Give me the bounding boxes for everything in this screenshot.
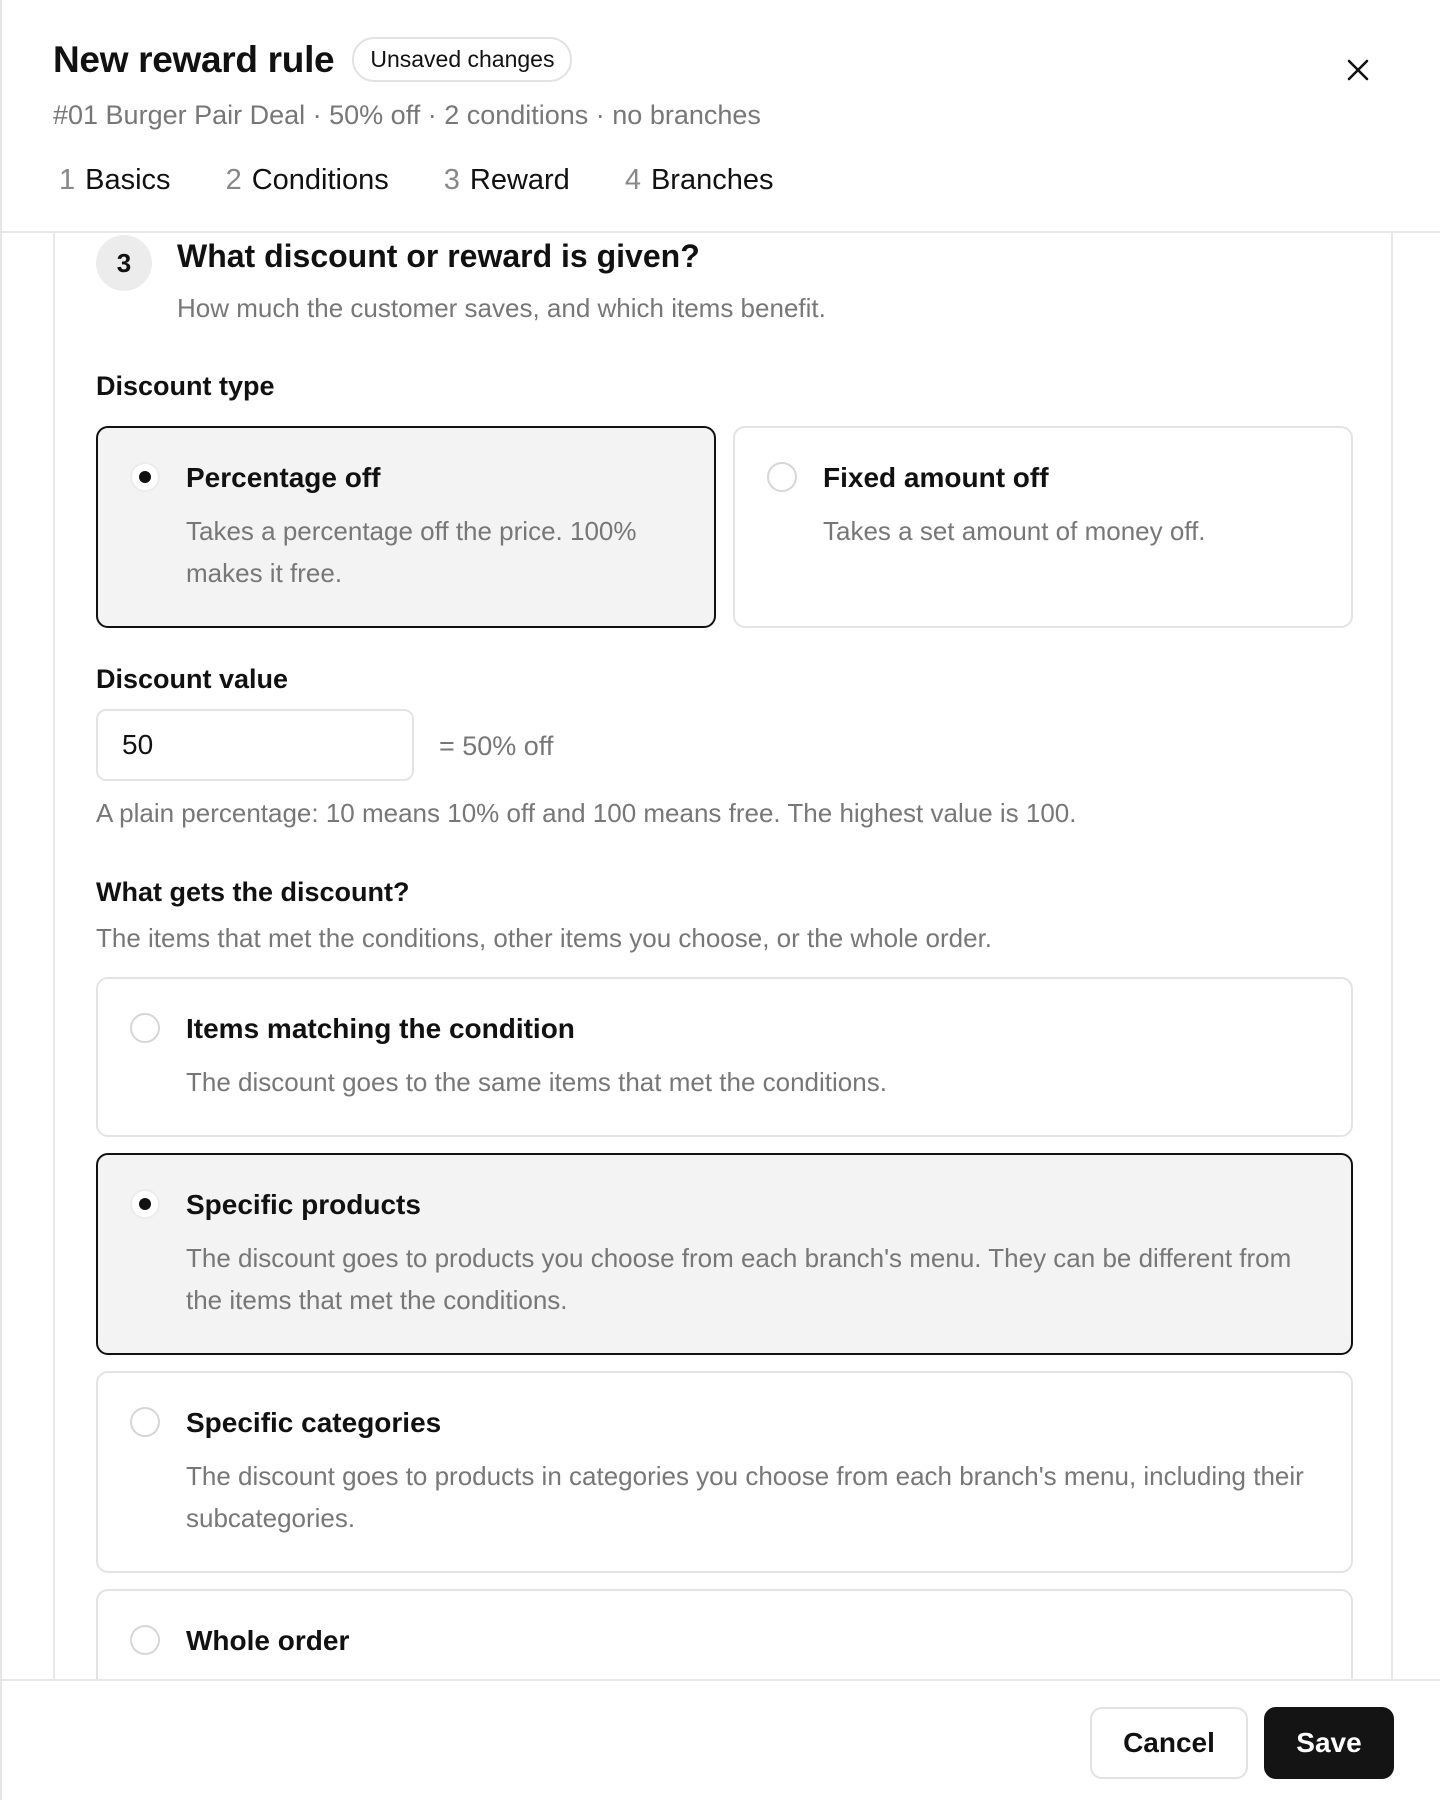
radio-button[interactable] — [130, 1625, 160, 1655]
option-title: Whole order — [186, 1625, 350, 1656]
option-title: Specific products — [186, 1189, 421, 1220]
tab-label: Reward — [469, 164, 570, 196]
rule-summary: #01 Burger Pair Deal · 50% off · 2 conditions · no branches — [53, 100, 761, 130]
option-description: Takes a set amount of money off. — [823, 516, 1206, 546]
radio-button[interactable] — [130, 462, 160, 492]
option-description: The discount goes to products in categories you choose from each branch's menu, including their subcategories. — [186, 1461, 1304, 1533]
section-title: What discount or reward is given? — [177, 238, 700, 274]
panel-footer — [2, 1679, 1440, 1800]
option-title: Fixed amount off — [823, 462, 1049, 493]
unsaved-changes-badge: Unsaved changes — [352, 37, 572, 82]
page-title: New reward rule — [53, 38, 335, 80]
title-row — [53, 37, 572, 82]
discount-value-input[interactable]: 50 — [96, 709, 414, 781]
tab-label: Conditions — [251, 164, 389, 196]
option-description: Takes a percentage off the price. 100% makes it free. — [186, 516, 637, 588]
tab-basics[interactable] — [59, 164, 171, 197]
option-title: Percentage off — [186, 462, 381, 493]
step-tabs — [59, 164, 773, 197]
close-icon — [1346, 58, 1370, 82]
option-items-matching-condition[interactable] — [96, 977, 1353, 1137]
section-description: How much the customer saves, and which items benefit. — [177, 293, 826, 323]
tab-number: 2 — [225, 164, 242, 196]
tab-number: 1 — [59, 164, 76, 196]
discount-type-label: Discount type — [96, 371, 275, 401]
radio-button[interactable] — [130, 1407, 160, 1437]
target-label: What gets the discount? — [96, 877, 410, 907]
radio-button[interactable] — [130, 1013, 160, 1043]
step-number-badge: 3 — [96, 235, 152, 291]
panel-header — [2, 0, 1440, 233]
discount-value-preview: = 50% off — [439, 731, 554, 761]
tab-label: Basics — [85, 164, 171, 196]
discount-value-label: Discount value — [96, 664, 289, 694]
target-help: The items that met the conditions, other items you choose, or the whole order. — [96, 923, 993, 953]
cancel-button[interactable]: Cancel — [1090, 1707, 1248, 1779]
save-button[interactable]: Save — [1264, 1707, 1394, 1779]
scroll-content[interactable] — [53, 233, 1393, 1679]
option-title: Items matching the condition — [186, 1013, 575, 1044]
option-fixed-amount-off[interactable] — [733, 426, 1353, 628]
option-percentage-off[interactable] — [96, 426, 716, 628]
radio-button[interactable] — [130, 1189, 160, 1219]
close-button[interactable] — [1336, 48, 1380, 92]
tab-number: 4 — [624, 164, 641, 196]
tab-conditions[interactable] — [226, 164, 389, 197]
radio-button[interactable] — [767, 462, 797, 492]
tab-label: Branches — [650, 164, 774, 196]
tab-number: 3 — [443, 164, 460, 196]
option-title: Specific categories — [186, 1407, 442, 1438]
discount-value-help: A plain percentage: 10 means 10% off and 100 means free. The highest value is 100. — [96, 798, 1077, 828]
option-whole-order[interactable] — [96, 1589, 1353, 1679]
tab-reward[interactable] — [444, 164, 570, 197]
tab-branches[interactable] — [625, 164, 774, 197]
option-specific-products[interactable] — [96, 1153, 1353, 1355]
option-specific-categories[interactable] — [96, 1371, 1353, 1573]
option-description: The discount goes to the same items that met the conditions. — [186, 1067, 887, 1097]
option-description: The discount goes to products you choose from each branch's menu. They can be different from the items that met the conditions. — [186, 1243, 1292, 1315]
